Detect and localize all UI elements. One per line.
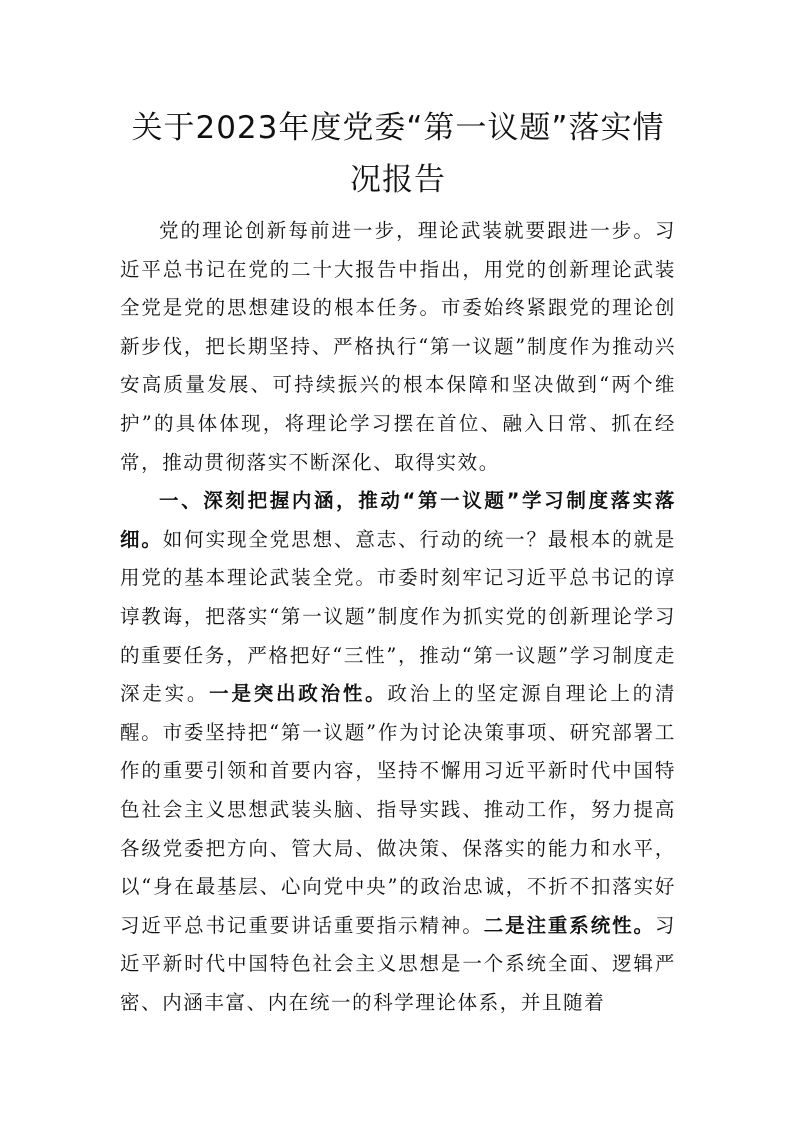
document-title: 关于2023年度党委“第一议题”落实情况报告 [131,110,665,198]
section-one-heading: 一、深刻把握内涵，推动“第一议题”学习制度落实落细。 [120,489,676,551]
section-one-text-a: 如何实现全党思想、意志、行动的统一？最根本的就是用党的基本理论武装全党。市委时刻牢记习近平总书记的谆谆教诲，把落实“第一议题”制度作为抓实党的创新理论学习的重要任务，严格把好“三性”，推动“第一议题”学习制度走深走实。 [120,527,676,706]
point-one-heading: 一是突出政治性。 [209,682,388,706]
document-page [120,102,676,1022]
section-one-text-b: 政治上的坚定源自理论上的清醒。市委坚持把“第一议题”作为讨论决策事项、研究部署工作的重要引领和首要内容，坚持不懈用习近平新时代中国特色社会主义思想武装头脑、指导实践、推动工作，努力提高各级党委把方向、管大局、做决策、保落实的能力和水平，以“身在最基层、心向党中央”的政治忠诚，不折不扣落实好习近平总书记重要讲话重要指示精神。 [120,682,676,937]
section-one-paragraph [120,482,676,1022]
intro-paragraph: 党的理论创新每前进一步，理论武装就要跟进一步。习近平总书记在党的二十大报告中指出，用党的创新理论武装全党是党的思想建设的根本任务。市委始终紧跟党的理论创新步伐，把长期坚持、严格执行“第一议题”制度作为推动兴安高质量发展、可持续振兴的根本保障和坚决做到“两个维护”的具体体现，将理论学习摆在首位、融入日常、抓在经常，推动贯彻落实不断深化、取得实效。 [120,219,676,474]
point-two-heading: 二是注重系统性。 [483,913,655,937]
section-one-text-c: 习近平新时代中国特色社会主义思想是一个系统全面、逻辑严密、内涵丰富、内在统一的科学理论体系，并且随着 [120,913,676,1014]
